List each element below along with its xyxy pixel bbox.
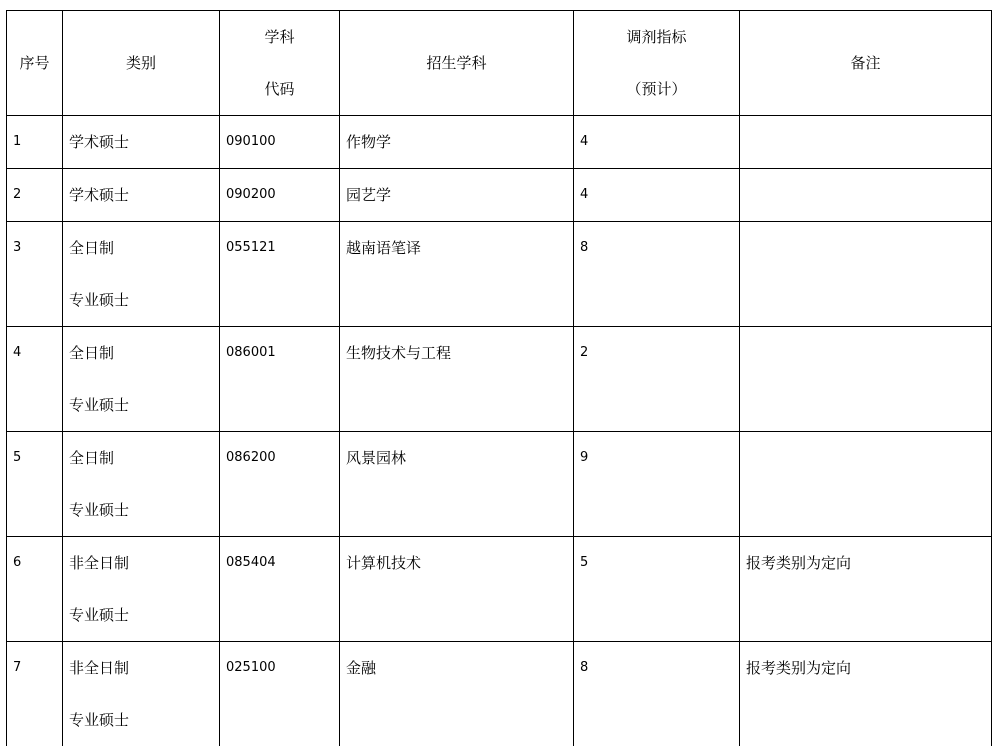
cell-note: [740, 222, 992, 327]
table-row: [7, 222, 992, 327]
cell-category-line1: 全日制: [69, 449, 115, 467]
cell-subject: 越南语笔译: [340, 222, 574, 327]
cell-category: [63, 327, 220, 432]
cell-category: [63, 169, 220, 222]
header-note: 备注: [740, 11, 992, 116]
table-row: [7, 642, 992, 746]
cell-code: 086001: [220, 327, 340, 432]
table-row: [7, 116, 992, 169]
cell-category-line1: 非全日制: [69, 659, 130, 677]
header-quota: [574, 11, 740, 116]
cell-index: 5: [7, 432, 63, 537]
cell-index: 4: [7, 327, 63, 432]
cell-category: [63, 642, 220, 746]
header-category: 类别: [63, 11, 220, 116]
cell-category-line2: 专业硕士: [69, 396, 130, 414]
header-row: [7, 11, 992, 116]
cell-category: [63, 432, 220, 537]
cell-code: 025100: [220, 642, 340, 746]
cell-quota: 4: [574, 116, 740, 169]
cell-category-line2: 专业硕士: [69, 501, 130, 519]
table-row: [7, 537, 992, 642]
cell-category: [63, 537, 220, 642]
cell-code: 090100: [220, 116, 340, 169]
cell-quota: 4: [574, 169, 740, 222]
cell-category-line1: 全日制: [69, 239, 115, 257]
cell-note: 报考类别为定向: [740, 642, 992, 746]
cell-quota: 9: [574, 432, 740, 537]
cell-category-line2: 专业硕士: [69, 606, 130, 624]
cell-category-line1: 非全日制: [69, 554, 130, 572]
cell-index: 7: [7, 642, 63, 746]
cell-category-line2: 专业硕士: [69, 291, 130, 309]
admission-table: [6, 10, 992, 746]
cell-note: [740, 116, 992, 169]
cell-index: 2: [7, 169, 63, 222]
cell-index: 6: [7, 537, 63, 642]
header-quota-line1: 调剂指标: [626, 28, 687, 46]
cell-category: [63, 116, 220, 169]
cell-category-line1: 全日制: [69, 344, 115, 362]
cell-quota: 8: [574, 642, 740, 746]
cell-category-line2: 专业硕士: [69, 711, 130, 729]
cell-subject: 风景园林: [340, 432, 574, 537]
cell-code: 055121: [220, 222, 340, 327]
cell-note: [740, 327, 992, 432]
cell-subject: 计算机技术: [340, 537, 574, 642]
cell-category-line1: 学术硕士: [69, 186, 130, 204]
cell-note: [740, 432, 992, 537]
cell-category: [63, 222, 220, 327]
cell-subject: 生物技术与工程: [340, 327, 574, 432]
header-code-line1: 学科: [264, 28, 295, 46]
table-row: [7, 432, 992, 537]
header-code: [220, 11, 340, 116]
cell-index: 3: [7, 222, 63, 327]
table-row: [7, 327, 992, 432]
table-row: [7, 169, 992, 222]
cell-category-line1: 学术硕士: [69, 133, 130, 151]
cell-quota: 5: [574, 537, 740, 642]
header-subject: 招生学科: [340, 11, 574, 116]
cell-code: 086200: [220, 432, 340, 537]
cell-subject: 作物学: [340, 116, 574, 169]
cell-note: [740, 169, 992, 222]
header-quota-line2: （预计）: [626, 80, 687, 98]
cell-code: 090200: [220, 169, 340, 222]
cell-code: 085404: [220, 537, 340, 642]
cell-subject: 金融: [340, 642, 574, 746]
cell-quota: 8: [574, 222, 740, 327]
header-code-line2: 代码: [264, 80, 295, 98]
cell-quota: 2: [574, 327, 740, 432]
cell-index: 1: [7, 116, 63, 169]
header-index: 序号: [7, 11, 63, 116]
cell-note: 报考类别为定向: [740, 537, 992, 642]
cell-subject: 园艺学: [340, 169, 574, 222]
